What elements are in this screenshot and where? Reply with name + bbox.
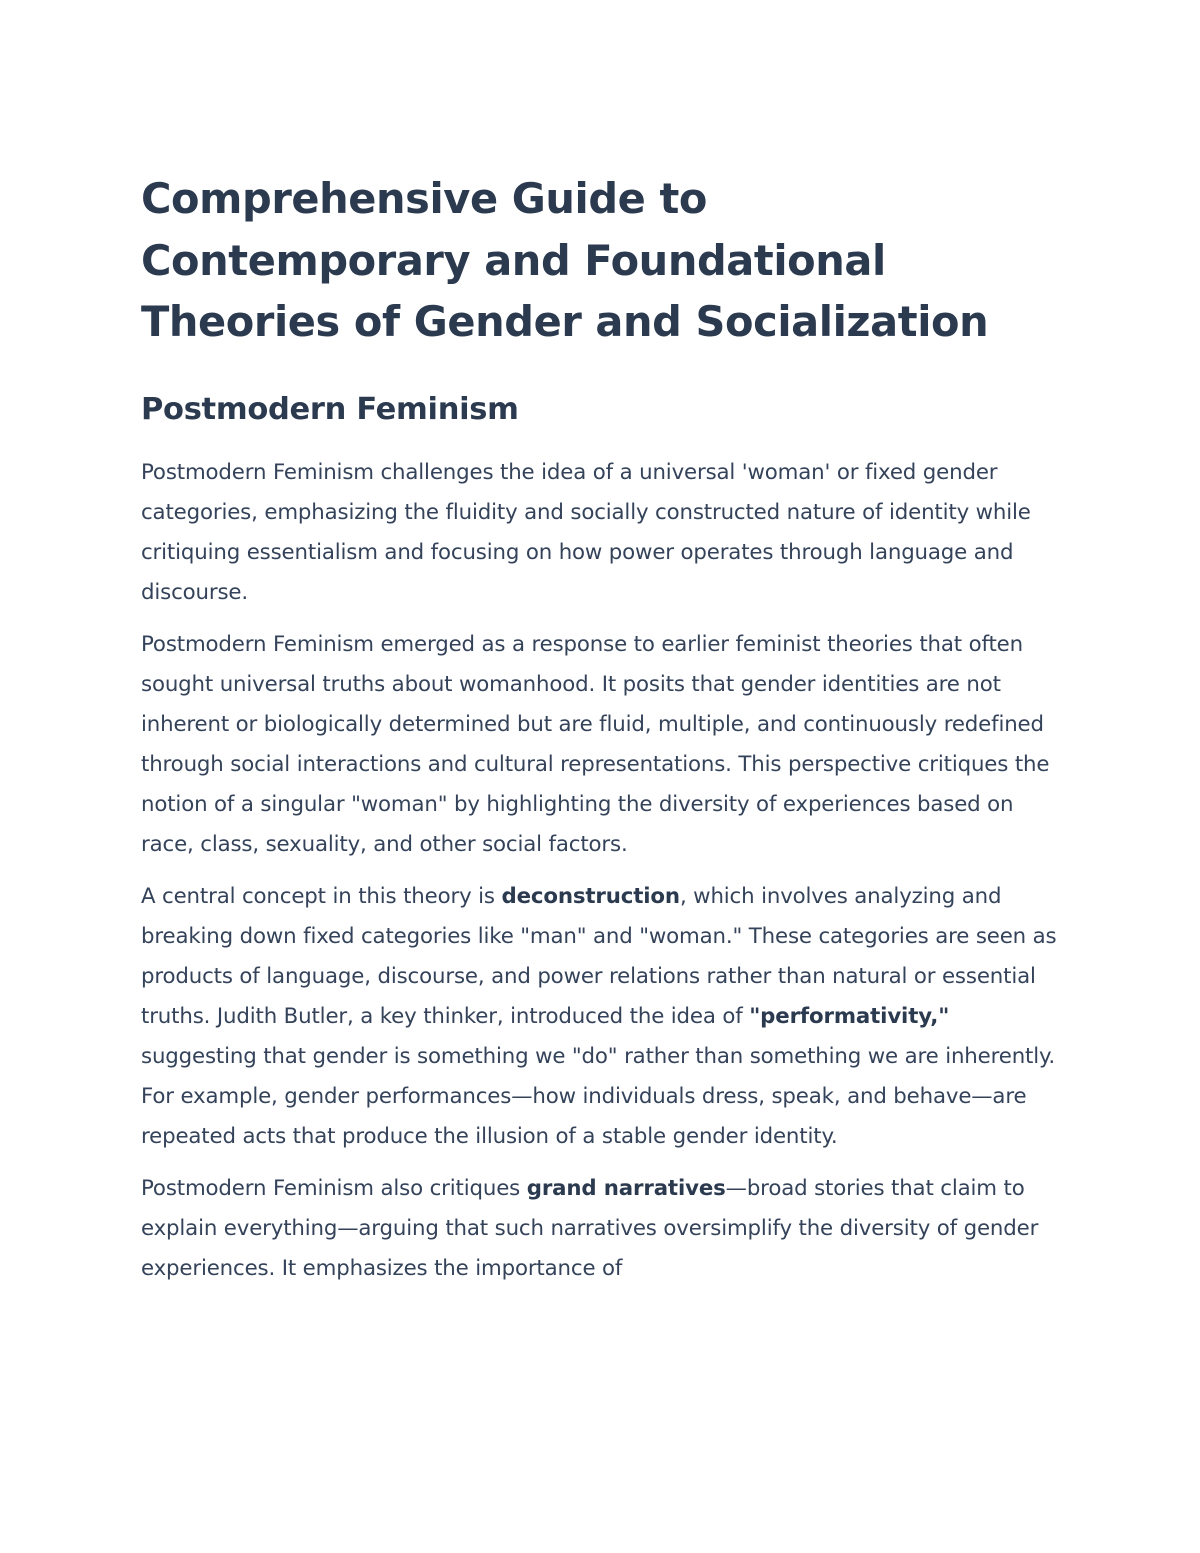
document-title: Comprehensive Guide to Contemporary and Foundational Theories of Gender and Socialization <box>141 174 989 346</box>
document-page <box>141 168 1066 1289</box>
paragraph-grand-narratives <box>141 1169 1066 1289</box>
term-performativity: "performativity," <box>749 1003 950 1029</box>
paragraph-intro: Postmodern Feminism challenges the idea of a universal 'woman' or fixed gender categories, emphasizing the fluidity and socially constructed nature of identity while critiquing essentialism and focusing on how power operates through language and discourse. <box>141 459 1031 605</box>
section-heading: Postmodern Feminism <box>141 391 519 427</box>
paragraph-text: —broad stories that claim to explain everything—arguing that such narratives oversimplify the diversity of gender experiences. It emphasizes the importance of <box>141 1175 1039 1281</box>
paragraph-text: , which involves analyzing and breaking down fixed categories like "man" and "woman." These categories are seen as products of language, discourse, and power relations rather than natural or essential truths. Judith Butler, a key thinker, introduced the idea of <box>141 883 1057 1029</box>
paragraph-text: Postmodern Feminism also critiques <box>141 1175 527 1201</box>
term-deconstruction: deconstruction <box>501 883 680 909</box>
paragraph-emergence: Postmodern Feminism emerged as a response to earlier feminist theories that often sought universal truths about womanhood. It posits that gender identities are not inherent or biologically determined but are fluid, multiple, and continuously redefined through social interactions and cultural representations. This perspective critiques the notion of a singular "woman" by highlighting the diversity of experiences based on race, class, sexuality, and other social factors. <box>141 631 1050 857</box>
term-grand-narratives: grand narratives <box>526 1175 726 1201</box>
paragraph-text: suggesting that gender is something we "do" rather than something we are inherently. For example, gender performances—how individuals dress, speak, and behave—are repeated acts that produce the illusion of a stable gender identity. <box>141 1043 1056 1149</box>
paragraph-deconstruction <box>141 877 1066 1157</box>
paragraph-text: A central concept in this theory is <box>141 883 502 909</box>
